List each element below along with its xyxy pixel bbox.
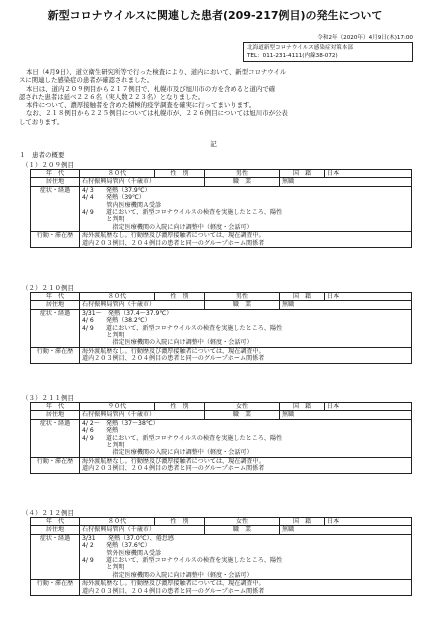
course-line: 管内医療機関Ａ受診 [82,201,162,209]
residence-label: 居住地 [31,301,80,309]
intro-line: なお、２１８例目から２２５例目については札幌市が、２２６例目については旭川市が公表 [26,109,288,118]
history-line: 道内２０３例目、２０４例目の患者と同一のグループホーム関係者 [82,465,265,473]
history-line: 海外渡航歴なし。行動歴及び濃厚接触者については、現在調査中。 [82,580,265,588]
age-label: 年 代 [31,403,80,411]
sex-label: 性 別 [155,293,205,301]
case-heading: （３）２１１例目 [22,394,74,402]
history-line: 道内２０３例目、２０４例目の患者と同一のグループホーム関係者 [82,239,265,247]
page-title: 新型コロナウイルスに関連した患者(209-217例目)の発生について [47,9,383,22]
occupation-value: 無職 [280,411,412,419]
sex-value: 女性 [205,403,280,411]
case-heading: （１）２０９例目 [22,161,74,169]
history-label: 行動・滞在歴 [31,232,80,248]
sex-value: 男性 [205,170,280,178]
nationality-label: 国 籍 [280,518,325,526]
sex-label: 性 別 [155,170,205,178]
sex-label: 性 別 [155,518,205,526]
course-line: と判明 [82,331,125,339]
intro-line: スに関連した感染症の患者が確認されました。 [19,76,154,85]
history-line: 海外渡航歴なし。行動歴及び濃厚接触者については、現在調査中。 [82,347,265,355]
sex-value: 男性 [205,293,280,301]
occupation-label: 職 業 [205,301,280,309]
occupation-value: 無職 [280,178,412,186]
sex-label: 性 別 [155,403,205,411]
case-table [30,402,412,474]
course-line: と判明 [82,564,125,572]
intro-line: 本件について、濃厚接触者を含めた積極的疫学調査を確実に行ってまいります。 [26,101,256,110]
course-line: 4/ 9 道において、新型コロナウイルスの検査を実施したところ、陽性 [82,208,283,216]
occupation-label: 職 業 [205,526,280,534]
contact-box [243,42,413,62]
course-label: 症状・経過 [31,419,80,457]
residence-value: 石狩振興局管内（千歳市） [80,178,205,186]
section-heading: １ 患者の概要 [19,151,65,159]
occupation-label: 職 業 [205,178,280,186]
course-line: 4/ 9 道において、新型コロナウイルスの検査を実施したところ、陽性 [82,324,283,332]
course-label: 症状・経過 [31,186,80,231]
course-line: 4/ 2～ 発熱（37～38℃） [82,419,159,427]
course-line: 指定医療機関の入院に向け調整中（軽度・会話可） [82,571,253,579]
contact-line: TEL：011-231-4111(内線38-072) [247,53,338,59]
issue-date: 令和2年（2020年）4月9日(木)17:00 [317,35,413,41]
occupation-value: 無職 [280,526,412,534]
case-heading: （２）２１０例目 [22,284,74,292]
nationality-value: 日本 [325,170,412,178]
residence-label: 居住地 [31,178,80,186]
occupation-value: 無職 [280,301,412,309]
course-label: 症状・経過 [31,309,80,347]
history-cell [80,232,412,248]
course-line: 指定医療機関の入院に向け調整中（軽度・会話可） [82,339,253,347]
course-line: 3/31～ 発熱（37.4～37.9℃） [82,309,173,317]
course-line: 4/ 3 発熱（37.9℃） [82,186,151,194]
history-line: 海外渡航歴なし。行動歴及び濃厚接触者については、現在調査中。 [82,232,265,240]
course-line: 指定医療機関の入院に向け調整中（軽度・会話可） [82,223,253,231]
course-label: 症状・経過 [31,534,80,579]
history-cell [80,580,412,596]
nationality-label: 国 籍 [280,170,325,178]
course-line: と判明 [82,216,125,224]
course-cell [80,186,412,231]
intro-line: しております。 [19,117,64,126]
course-line: と判明 [82,441,125,449]
occupation-label: 職 業 [205,411,280,419]
history-label: 行動・滞在歴 [31,347,80,363]
course-line: 4/ 2 発熱（37.6℃） [82,542,151,550]
age-value: ８０代 [80,518,155,526]
course-line: 管外医療機関Ａ受診 [82,549,162,557]
age-value: ８０代 [80,293,155,301]
residence-value: 石狩振興局管内（千歳市） [80,301,205,309]
contact-line: 北海道新型コロナウイルス感染症対策本部 [247,45,353,51]
age-value: ８０代 [80,170,155,178]
history-line: 道内２０３例目、２０４例目の患者と同一のグループホーム関係者 [82,587,265,595]
sex-value: 女性 [205,518,280,526]
nationality-label: 国 籍 [280,293,325,301]
intro-paragraphs [19,68,411,126]
nationality-value: 日本 [325,403,412,411]
case-table [30,517,412,596]
intro-line: 認された患者は延べ２２６名（実人数２２３名）となりました。 [19,92,205,101]
residence-value: 石狩振興局管内（千歳市） [80,411,205,419]
nationality-value: 日本 [325,518,412,526]
history-line: 道内２０３例目、２０４例目の患者と同一のグループホーム関係者 [82,355,265,363]
age-label: 年 代 [31,293,80,301]
age-label: 年 代 [31,518,80,526]
intro-line: 本日は、道内２０９例目から２１７例目で、札幌市及び旭川市の方を含めると道内で確 [26,84,276,93]
history-line: 海外渡航歴なし。行動歴及び濃厚接触者については、現在調査中。 [82,457,265,465]
case-table [30,292,412,364]
history-cell [80,347,412,363]
course-line: 指定医療機関の入院に向け調整中（軽度・会話可） [82,449,253,457]
residence-value: 石狩振興局管内（千歳市） [80,526,205,534]
course-line: 4/ 6 発熱（38.2℃） [82,317,151,325]
age-label: 年 代 [31,170,80,178]
residence-label: 居住地 [31,526,80,534]
issuer-header [243,34,413,62]
course-cell [80,534,412,579]
course-line: 3/31 発熱（37.0℃）、倦怠感 [82,534,174,542]
nationality-value: 日本 [325,293,412,301]
history-label: 行動・滞在歴 [31,457,80,473]
ki-heading: 記 [210,140,217,148]
nationality-label: 国 籍 [280,403,325,411]
case-table [30,169,412,248]
history-cell [80,457,412,473]
intro-line: 本日（4月9日）、道立衛生研究所等で行った検査により、道内において、新型コロナウイル [26,68,287,76]
course-line: 4/ 4 発熱（39℃） [82,194,145,202]
course-cell [80,309,412,347]
course-cell [80,419,412,457]
course-line: 4/ 9 道において、新型コロナウイルスの検査を実施したところ、陽性 [82,556,283,564]
case-heading: （４）２１２例目 [22,509,74,517]
course-line: 4/ 6 発熱 [82,427,119,435]
course-line: 4/ 9 道において、新型コロナウイルスの検査を実施したところ、陽性 [82,434,283,442]
residence-label: 居住地 [31,411,80,419]
history-label: 行動・滞在歴 [31,580,80,596]
age-value: ９０代 [80,403,155,411]
